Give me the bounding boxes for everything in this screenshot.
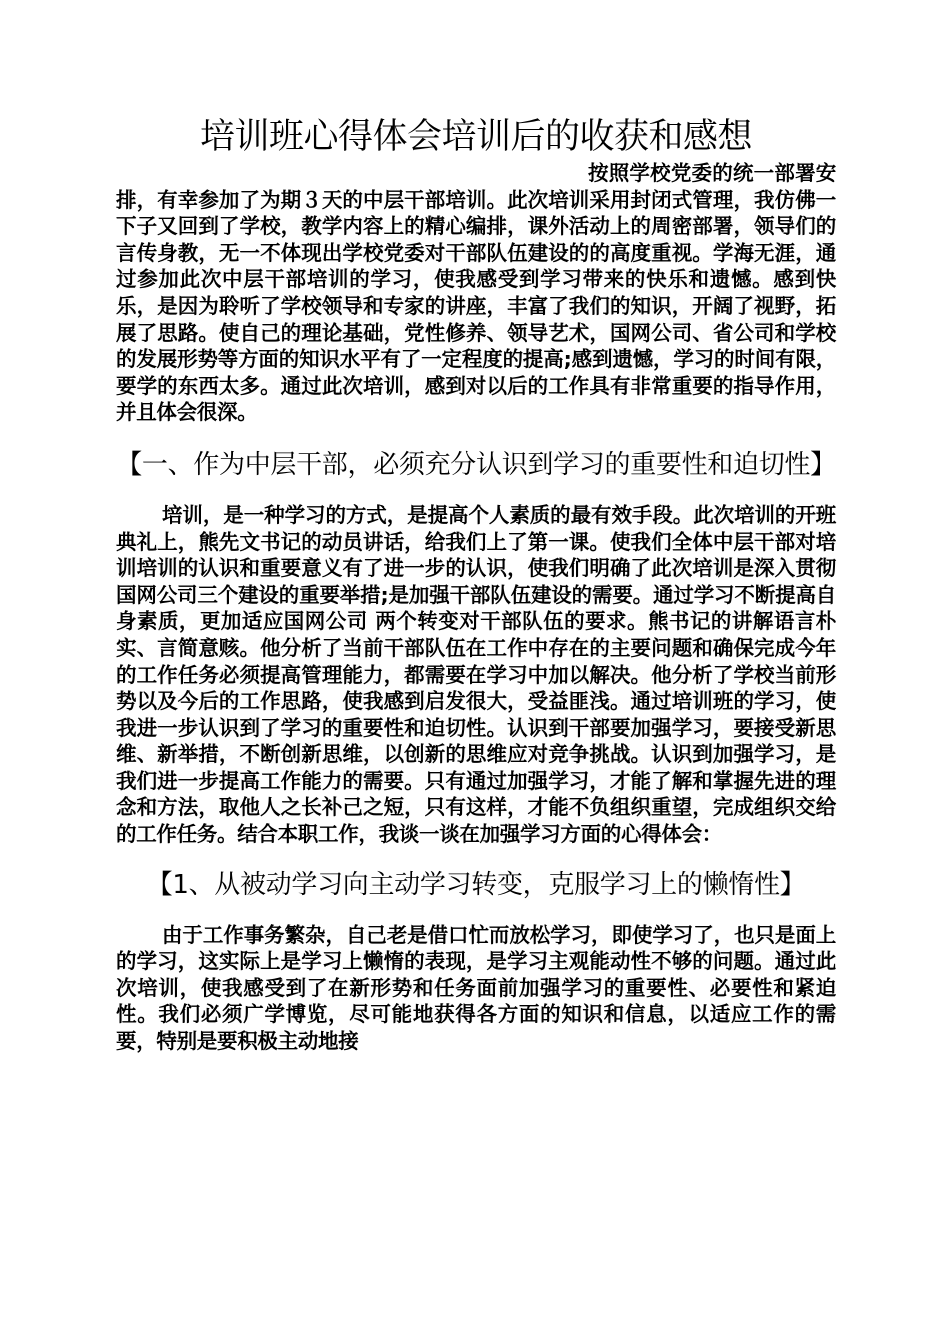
section-1-paragraph: 培训，是一种学习的方式，是提高个人素质的最有效手段。此次培训的开班典礼上，熊先文书记的动员讲话，给我们上了第一课。使我们全体中层干部对培训培训的认识和重要意义有了进一步的认识，使我们明确了此次培训是深入贯彻国网公司三个建设的重要举措;是加强干部队伍建设的需要。通过学习不断提高自身素质，更加适应国网公司 两个转变对干部队伍的要求。熊书记的讲解语言朴实、言简意赅。他分析了当前干部队伍在工作中存在的主要问题和确保完成今年的工作任务必须提高管理能力，都需要在学习中加以解决。他分析了学校当前形势以及今后的工作思路，使我感到启发很大，受益匪浅。通过培训班的学习，使我进一步认识到了学习的重要性和迫切性。认识到干部要加强学习，要接受新思维、新举措，不断创新思维，以创新的思维应对竞争挑战。认识到加强学习，是我们进一步提高工作能力的需要。只有通过加强学习，才能了解和掌握先进的理念和方法，取他人之长补己之短，只有这样，才能不负组织重望，完成组织交给的工作任务。结合本职工作，我谈一谈在加强学习方面的心得体会： [116,502,836,847]
section-heading-1: 【一、作为中层干部，必须充分认识到学习的重要性和迫切性】 [116,449,836,480]
intro-paragraph: 按照学校党委的统一部署安排，有幸参加了为期３天的中层干部培训。此次培训采用封闭式管理，我仿佛一下子又回到了学校，教学内容上的精心编排，课外活动上的周密部署，领导们的言传身教，无一不体现出学校党委对干部队伍建设的的高度重视。学海无涯，通过参加此次中层干部培训的学习，使我感受到学习带来的快乐和遗憾。感到快乐，是因为聆听了学校领导和专家的讲座，丰富了我们的知识，开阔了视野，拓展了思路。使自己的理论基础，党性修养、领导艺术，国网公司、省公司和学校的发展形势等方面的知识水平有了一定程度的提高;感到遗憾，学习的时间有限，要学的东西太多。通过此次培训，感到对以后的工作具有非常重要的指导作用，并且体会很深。 [116,161,836,425]
document-title: 培训班心得体会培训后的收获和感想 [199,117,752,157]
document-page [116,112,836,1055]
section-heading-2: 【1、从被动学习向主动学习转变，克服学习上的懒惰性】 [146,869,806,900]
section-2-paragraph: 由于工作事务繁杂，自己老是借口忙而放松学习，即使学习了，也只是面上的学习，这实际上是学习上懒惰的表现，是学习主观能动性不够的问题。通过此次培训，使我感受到了在新形势和任务面前加强学习的重要性、必要性和紧迫性。我们必须广学博览，尽可能地获得各方面的知识和信息，以适应工作的需要，特别是要积极主动地接 [116,922,836,1054]
